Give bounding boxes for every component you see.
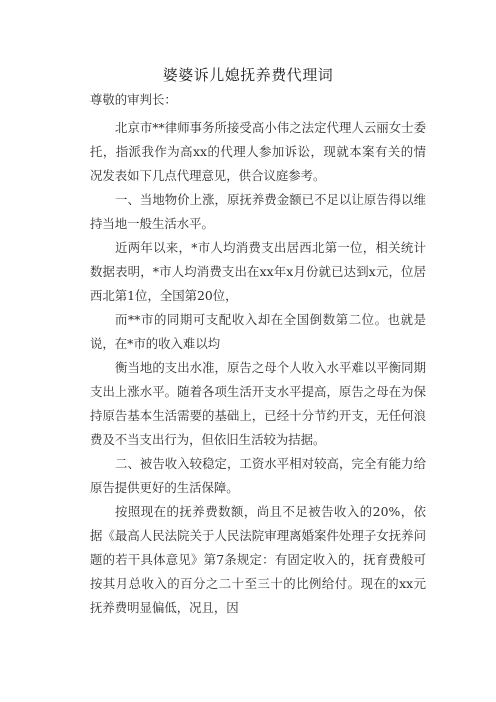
paragraph-7: 按照现在的抚养费数额，尚且不足被告收入的20%，依据《最高人民法院关于人民法院审理离婚案件处理子女抚养问题的若干具体意见》第7条规定：有固定收入的，抚育费般可按其月总收入的百分之二十至三十的比例给付。现在的xx元抚养费明显偏低，况且，因 — [90, 504, 426, 615]
paragraph-5: 衡当地的支出水准，原告之母个人收入水平难以平衡同期支出上涨水平。随着各项生活开支水平提高，原告之母在为保持原告基本生活需要的基础上，已经十分节约开支，无任何浪费及不当支出行为，但依旧生活较为拮据。 — [90, 360, 426, 447]
paragraph-6: 二、被告收入较稳定，工资水平相对较高，完全有能力给原告提供更好的生活保障。 — [90, 456, 426, 495]
paragraph-3: 近两年以来，*市人均消费支出居西北第一位，相关统计数据表明，*市人均消费支出在xx年x月份就已达到x元，位居西北第1位，全国第20位， — [90, 240, 426, 303]
paragraph-4: 而**市的同期可支配收入却在全国倒数第二位。也就是说，在*市的收入难以均 — [90, 312, 426, 351]
salutation: 尊敬的审判长： — [90, 92, 177, 107]
paragraph-2: 一、当地物价上涨，原抚养费金额已不足以让原告得以维持当地一般生活水平。 — [90, 192, 426, 231]
document-title: 婆婆诉儿媳抚养费代理词 — [162, 66, 334, 84]
paragraph-1: 北京市**律师事务所接受高小伟之法定代理人云丽女士委托，指派我作为高xx的代理人参加诉讼，现就本案有关的情况发表如下几点代理意见，供合议庭参考。 — [90, 120, 426, 183]
